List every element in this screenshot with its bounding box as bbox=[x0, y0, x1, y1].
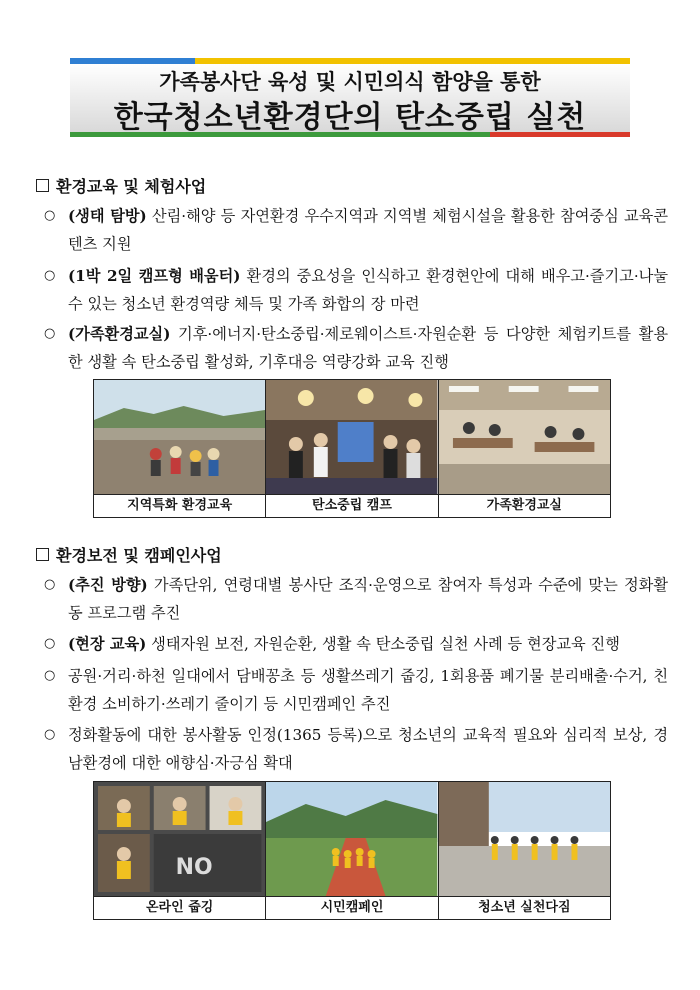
bullet-item bbox=[44, 662, 668, 718]
checkbox-square-icon bbox=[36, 548, 49, 561]
bullet-label: (추진 방향) bbox=[68, 576, 148, 594]
bullet-text: 가족단위, 연령대별 봉사단 조직·운영으로 참여자 특성과 수준에 맞는 정화활동 프로그램 추진 bbox=[68, 576, 668, 622]
photo-caption: 청소년 실천다짐 bbox=[478, 900, 571, 915]
photo-strip-campaign bbox=[93, 781, 611, 920]
section-heading-campaign bbox=[36, 543, 222, 566]
photo-carbon-camp bbox=[266, 380, 438, 494]
photo-youth-pledge bbox=[439, 782, 610, 896]
bullet-text: 산림·해양 등 자연환경 우수지역과 지역별 체험시설을 활용한 참여중심 교육콘텐츠 지원 bbox=[68, 207, 668, 253]
circle-bullet-icon: ○ bbox=[44, 636, 56, 651]
bullet-text: 환경의 중요성을 인식하고 환경현안에 대해 배우고·즐기고·나눌 수 있는 청소년 환경역량 체득 및 가족 화합의 장 마련 bbox=[68, 267, 668, 313]
bullet-item bbox=[44, 630, 668, 658]
photo-caption: 시민캠페인 bbox=[266, 897, 438, 919]
bullet-item bbox=[44, 721, 668, 777]
circle-bullet-icon: ○ bbox=[44, 208, 56, 223]
circle-bullet-icon: ○ bbox=[44, 326, 56, 341]
photo-citizen-campaign bbox=[266, 782, 438, 896]
bullet-item bbox=[44, 202, 668, 258]
title-main: 한국청소년환경단의 탄소중립 실천 bbox=[113, 100, 587, 135]
circle-bullet-icon: ○ bbox=[44, 577, 56, 592]
bullet-text: 기후·에너지·탄소중립·제로웨이스트·자원순환 등 다양한 체험키트를 활용한 생활 속 탄소중립 활성화, 기후대응 역량강화 교육 진행 bbox=[68, 325, 668, 371]
title-banner bbox=[70, 58, 630, 138]
svg-text:NO: NO bbox=[175, 854, 213, 881]
bullet-text: 공원·거리·하천 일대에서 담배꽁초 등 생활쓰레기 줍깅, 1회용품 폐기물 분리배출·수거, 친환경 소비하기·쓰레기 줄이기 등 시민캠페인 추진 bbox=[68, 667, 668, 713]
bullet-item bbox=[44, 262, 668, 318]
bullet-label: (가족환경교실) bbox=[68, 325, 171, 343]
photo-strip-education bbox=[93, 379, 611, 518]
photo-caption: 지역특화 환경교육 bbox=[94, 495, 266, 517]
circle-bullet-icon: ○ bbox=[44, 268, 56, 283]
bullet-label: (현장 교육) bbox=[68, 635, 147, 653]
photo-caption: 온라인 줍깅 bbox=[94, 897, 266, 919]
circle-bullet-icon: ○ bbox=[44, 727, 56, 742]
photo-tidal-flat bbox=[94, 380, 266, 494]
bullet-text: 정화활동에 대한 봉사활동 인정(1365 등록)으로 청소년의 교육적 필요와 심리적 보상, 경남환경에 대한 애향심·자긍심 확대 bbox=[68, 726, 668, 772]
bullet-label: (생태 탐방) bbox=[68, 207, 147, 225]
title-subtitle: 가족봉사단 육성 및 시민의식 함양을 통한 bbox=[159, 70, 541, 94]
section-heading-text: 환경교육 및 체험사업 bbox=[56, 177, 207, 196]
photo-family-class bbox=[439, 380, 610, 494]
circle-bullet-icon: ○ bbox=[44, 668, 56, 683]
photo-caption: 탄소중립 캠프 bbox=[266, 495, 438, 517]
bullet-item bbox=[44, 571, 668, 627]
bullet-text: 생태자원 보전, 자원순환, 생활 속 탄소중립 실천 사례 등 현장교육 진행 bbox=[146, 635, 620, 653]
photo-caption: 가족환경교실 bbox=[486, 498, 562, 513]
bullet-label: (1박 2일 캠프형 배움터) bbox=[68, 267, 241, 285]
section-heading-education bbox=[36, 174, 206, 197]
photo-online-plogging bbox=[94, 782, 266, 896]
section-heading-text: 환경보전 및 캠페인사업 bbox=[56, 546, 222, 565]
bullet-item bbox=[44, 320, 668, 376]
checkbox-square-icon bbox=[36, 179, 49, 192]
